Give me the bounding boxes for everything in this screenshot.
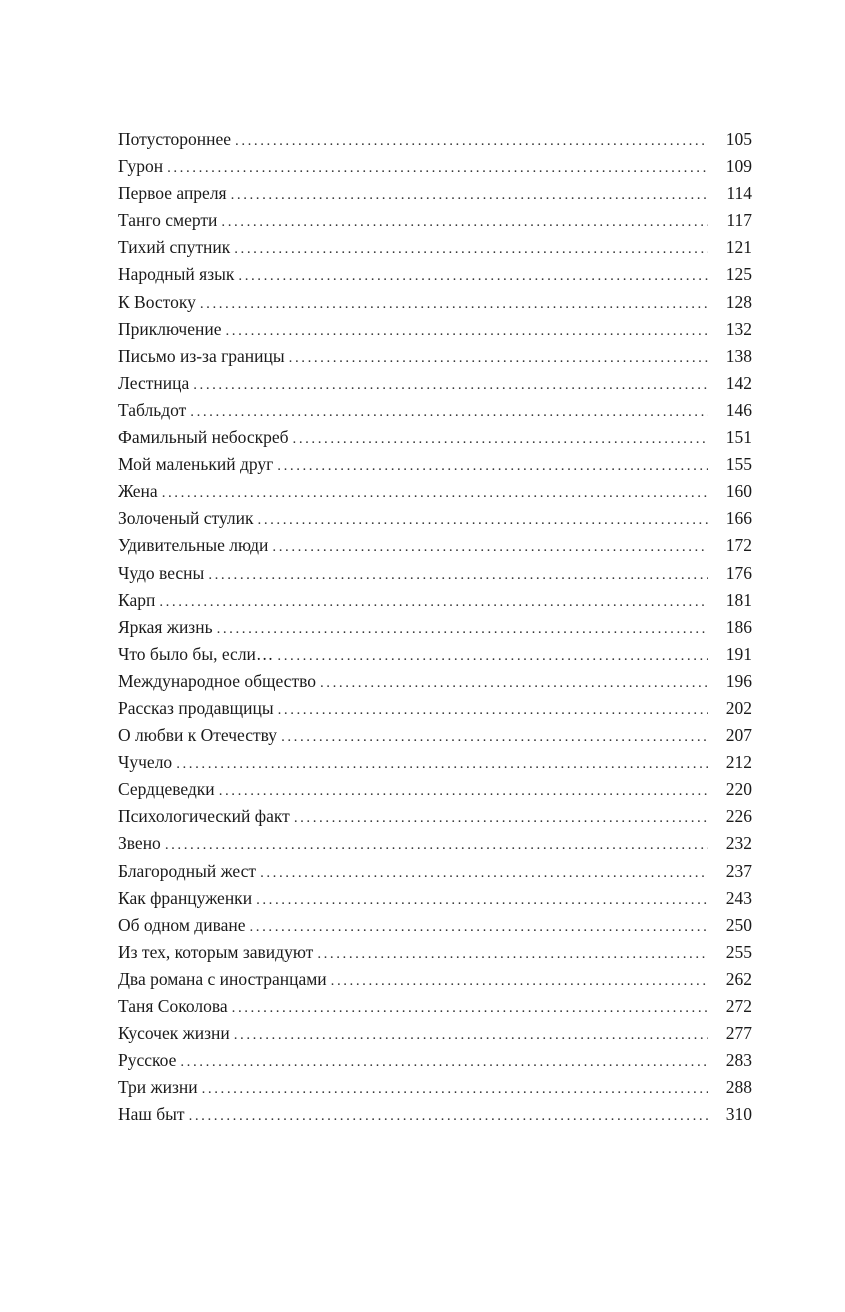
- toc-dot-leader: [258, 507, 708, 534]
- toc-dot-leader: [235, 128, 708, 155]
- toc-dot-leader: [202, 1076, 708, 1103]
- toc-dot-leader: [219, 778, 708, 805]
- toc-entry: [118, 939, 752, 966]
- toc-entry: [118, 532, 752, 559]
- toc-entry-page: 288: [725, 1077, 752, 1098]
- toc-entry-title: Международное общество: [118, 670, 316, 691]
- toc-entry: [118, 912, 752, 939]
- toc-entry-title: Как француженки: [118, 887, 253, 908]
- toc-dot-leader: [320, 670, 708, 697]
- toc-dot-leader: [289, 345, 708, 372]
- toc-entry-title: Два романа с иностранцами: [118, 968, 327, 989]
- toc-entry-page: 232: [725, 833, 752, 854]
- toc-dot-leader: [190, 399, 708, 426]
- toc-entry-title: Письмо из-за границы: [118, 345, 285, 366]
- toc-dot-leader: [193, 372, 708, 399]
- toc-entry-title: Звено: [118, 833, 161, 854]
- toc-dot-leader: [277, 643, 708, 670]
- toc-entry-page: 237: [725, 860, 752, 881]
- toc-entry: [118, 695, 752, 722]
- toc-dot-leader: [159, 589, 708, 616]
- toc-entry-title: Благородный жест: [118, 860, 257, 881]
- toc-dot-leader: [278, 697, 708, 724]
- toc-entry: [118, 478, 752, 505]
- toc-entry-title: Тихий спутник: [118, 237, 231, 258]
- toc-entry: [118, 858, 752, 885]
- toc-entry: [118, 722, 752, 749]
- toc-entry-title: Фамильный небоскреб: [118, 427, 289, 448]
- toc-entry-page: 160: [725, 481, 752, 502]
- toc-dot-leader: [277, 453, 708, 480]
- toc-entry-page: 212: [725, 752, 752, 773]
- toc-entry: [118, 289, 752, 316]
- toc-entry: [118, 776, 752, 803]
- toc-entry-page: 283: [725, 1050, 752, 1071]
- toc-dot-leader: [250, 914, 709, 941]
- toc-entry-title: Таня Соколова: [118, 996, 228, 1016]
- toc-entry-page: 277: [725, 1023, 752, 1044]
- toc-entry-page: 250: [725, 914, 752, 935]
- toc-dot-leader: [189, 1103, 708, 1130]
- toc-dot-leader: [256, 887, 708, 914]
- toc-entry: [118, 641, 752, 668]
- toc-entry-title: Потустороннее: [118, 129, 232, 149]
- toc-entry-page: 272: [725, 996, 752, 1016]
- toc-entry-page: 262: [725, 968, 752, 989]
- toc-entry-title: Лестница: [118, 372, 190, 393]
- toc-entry-page: 114: [726, 183, 752, 204]
- toc-entry-page: 207: [725, 725, 752, 746]
- toc-entry-title: Что было бы, если…: [118, 643, 274, 664]
- toc-entry: [118, 261, 752, 288]
- toc-entry: [118, 803, 752, 830]
- toc-entry: [118, 966, 752, 993]
- toc-entry: [118, 885, 752, 912]
- toc-entry-title: Карп: [118, 589, 156, 610]
- toc-dot-leader: [200, 291, 708, 318]
- toc-entry: [118, 451, 752, 478]
- toc-dot-leader: [281, 724, 708, 751]
- toc-entry: [118, 587, 752, 614]
- toc-entry-page: 132: [725, 318, 752, 339]
- toc-entry-title: Танго смерти: [118, 210, 218, 231]
- toc-entry: [118, 1101, 752, 1128]
- toc-entry: [118, 560, 752, 587]
- toc-entry-title: Жена: [118, 481, 158, 502]
- toc-entry-page: 105: [725, 129, 752, 149]
- toc-entry: [118, 830, 752, 857]
- toc-entry: [118, 1020, 752, 1047]
- table-of-contents: [118, 126, 752, 1128]
- toc-dot-leader: [234, 236, 708, 263]
- toc-dot-leader: [221, 209, 708, 236]
- toc-entry: [118, 370, 752, 397]
- toc-entry: [118, 668, 752, 695]
- toc-dot-leader: [260, 860, 708, 887]
- toc-entry-page: 125: [725, 264, 752, 285]
- toc-entry-title: Табльдот: [118, 399, 187, 420]
- toc-entry-page: 196: [725, 670, 752, 691]
- toc-dot-leader: [234, 1022, 708, 1049]
- toc-entry-page: 220: [725, 779, 752, 800]
- toc-dot-leader: [208, 562, 708, 589]
- toc-dot-leader: [162, 480, 708, 507]
- toc-entry-title: Золоченый стулик: [118, 508, 254, 529]
- toc-entry-page: 151: [725, 427, 752, 448]
- toc-entry: [118, 424, 752, 451]
- toc-entry-title: Наш быт: [118, 1104, 185, 1125]
- toc-dot-leader: [331, 968, 708, 995]
- toc-entry-page: 146: [725, 399, 752, 420]
- toc-entry-title: Из тех, которым завидуют: [118, 941, 314, 962]
- toc-entry-page: 255: [725, 941, 752, 962]
- toc-entry-page: 202: [725, 697, 752, 718]
- toc-entry-page: 121: [725, 237, 752, 258]
- toc-dot-leader: [167, 155, 708, 182]
- toc-dot-leader: [232, 995, 708, 1022]
- toc-dot-leader: [231, 182, 708, 209]
- toc-dot-leader: [238, 263, 708, 290]
- toc-entry-title: Удивительные люди: [118, 535, 269, 556]
- toc-entry-title: Об одном диване: [118, 914, 246, 935]
- toc-entry: [118, 993, 752, 1020]
- toc-entry-title: Гурон: [118, 156, 164, 177]
- toc-entry-title: Мой маленький друг: [118, 454, 274, 475]
- toc-entry: [118, 749, 752, 776]
- toc-entry: [118, 234, 752, 261]
- toc-entry: [118, 343, 752, 370]
- toc-entry-title: Яркая жизнь: [118, 616, 213, 637]
- toc-entry: [118, 505, 752, 532]
- toc-entry: [118, 180, 752, 207]
- toc-entry: [118, 1074, 752, 1101]
- toc-entry-page: 138: [725, 345, 752, 366]
- toc-entry-title: Чудо весны: [118, 562, 205, 583]
- toc-entry-title: Русское: [118, 1050, 177, 1071]
- toc-dot-leader: [294, 805, 708, 832]
- toc-dot-leader: [165, 832, 708, 859]
- toc-entry-page: 109: [725, 156, 752, 177]
- toc-entry: [118, 316, 752, 343]
- toc-entry-title: Психологический факт: [118, 806, 290, 827]
- toc-entry: [118, 397, 752, 424]
- toc-entry-page: 155: [725, 454, 752, 475]
- toc-entry-page: 310: [725, 1104, 752, 1125]
- toc-entry-title: О любви к Отечеству: [118, 725, 278, 746]
- toc-entry-title: К Востоку: [118, 291, 196, 312]
- toc-dot-leader: [217, 616, 708, 643]
- toc-entry-title: Рассказ продавщицы: [118, 697, 274, 718]
- toc-dot-leader: [272, 534, 708, 561]
- toc-entry-page: 142: [725, 372, 752, 393]
- toc-entry-page: 176: [725, 562, 752, 583]
- toc-dot-leader: [317, 941, 708, 968]
- toc-entry-page: 172: [725, 535, 752, 556]
- toc-entry-page: 226: [725, 806, 752, 827]
- toc-entry-page: 166: [725, 508, 752, 529]
- toc-entry-page: 243: [725, 887, 752, 908]
- toc-entry-page: 186: [725, 616, 752, 637]
- toc-dot-leader: [293, 426, 708, 453]
- toc-entry-title: Сердцеведки: [118, 779, 215, 800]
- toc-entry-title: Приключение: [118, 318, 222, 339]
- toc-entry-title: Кусочек жизни: [118, 1023, 230, 1044]
- toc-entry: [118, 614, 752, 641]
- toc-entry-title: Первое апреля: [118, 183, 227, 204]
- toc-dot-leader: [225, 318, 708, 345]
- toc-entry-title: Народный язык: [118, 264, 235, 285]
- toc-dot-leader: [180, 1049, 708, 1076]
- toc-entry-page: 117: [726, 210, 752, 231]
- toc-entry: [118, 1047, 752, 1074]
- toc-entry-page: 181: [725, 589, 752, 610]
- toc-entry-title: Чучело: [118, 752, 173, 773]
- toc-entry-page: 191: [725, 643, 752, 664]
- toc-entry: [118, 153, 752, 180]
- toc-entry: [118, 126, 752, 153]
- toc-entry-page: 128: [725, 291, 752, 312]
- toc-entry: [118, 207, 752, 234]
- toc-dot-leader: [176, 751, 708, 778]
- toc-entry-title: Три жизни: [118, 1077, 198, 1098]
